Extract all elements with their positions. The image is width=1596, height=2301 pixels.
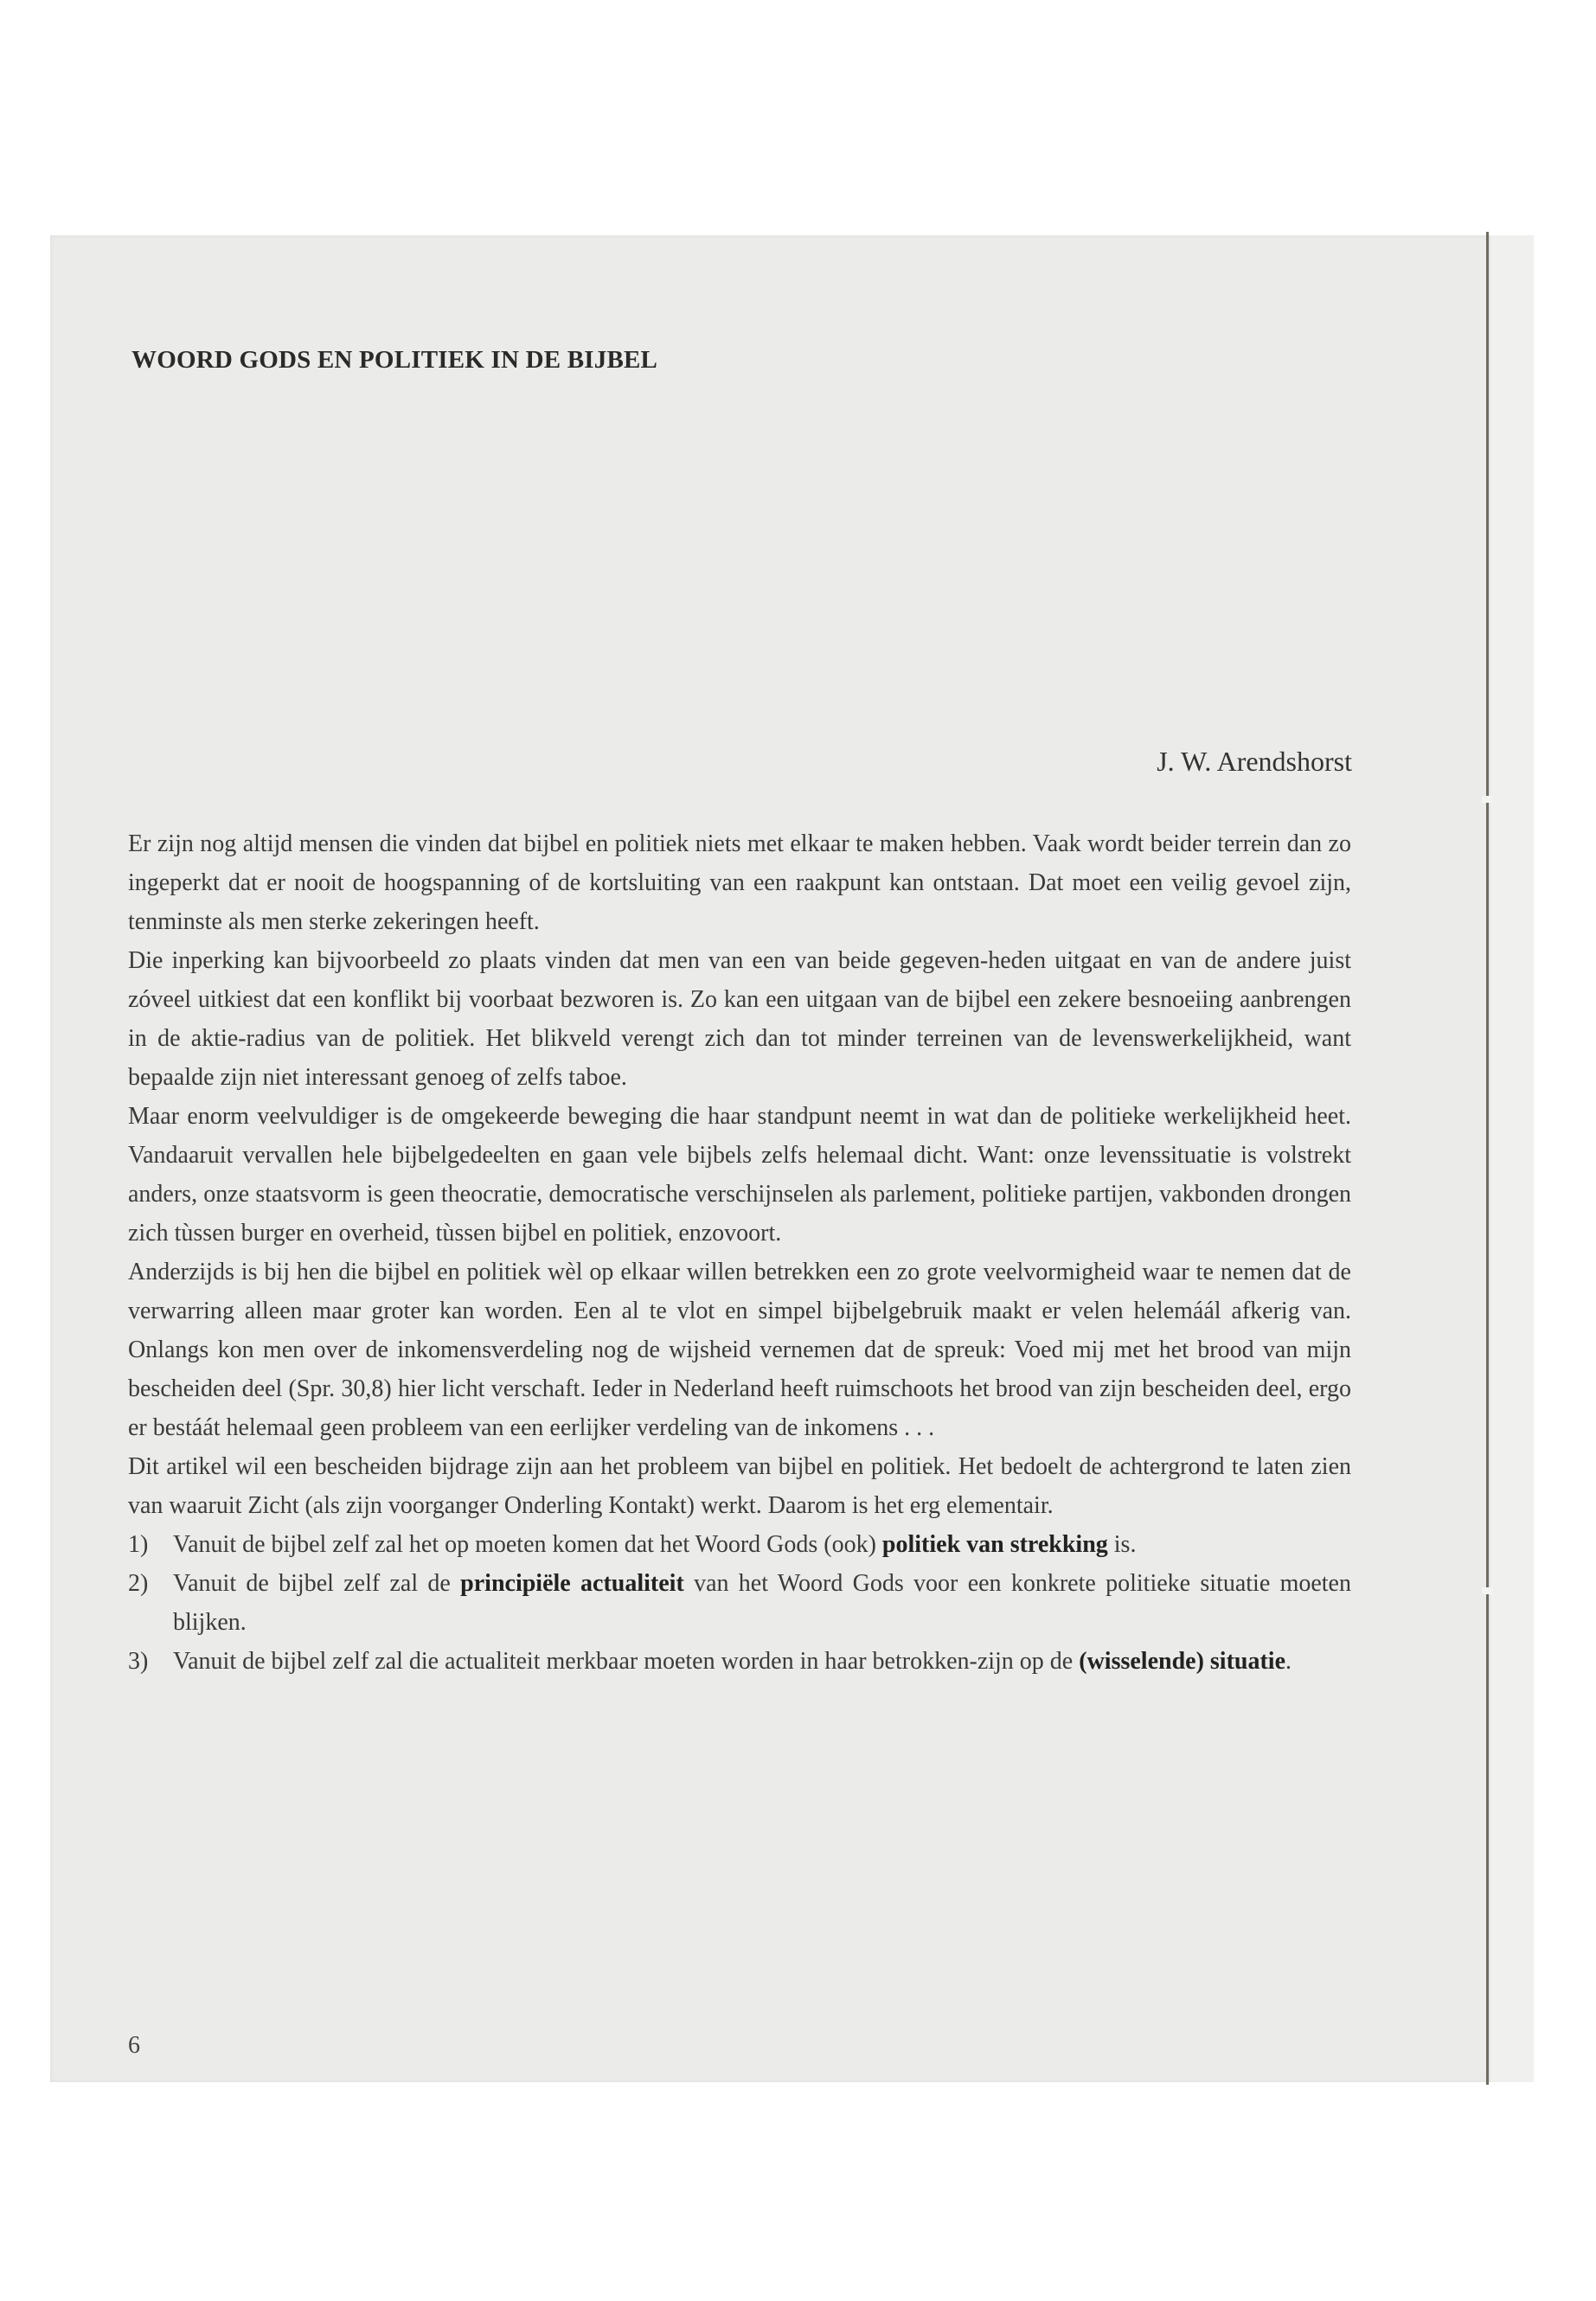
list-item bbox=[128, 1642, 1351, 1681]
page-number: 6 bbox=[128, 2032, 140, 2059]
paragraph: Er zijn nog altijd mensen die vinden dat bijbel en politiek niets met elkaar te maken hebben. Vaak wordt beider terrein dan zo ingeperkt dat er nooit de hoogspanning of de kortsluiting van een raakpunt kan ontstaan. Dat moet een veilig gevoel zijn, tenminste als men sterke zekeringen heeft. bbox=[128, 830, 1351, 935]
list-item bbox=[128, 1525, 1351, 1564]
list-item-text: Vanuit de bijbel zelf zal de bbox=[173, 1570, 461, 1597]
article-author: J. W. Arendshorst bbox=[1157, 746, 1352, 777]
list-item-emphasis: principiële actualiteit bbox=[460, 1570, 684, 1597]
list-item-number: 3) bbox=[128, 1648, 149, 1675]
numbered-list bbox=[128, 1525, 1351, 1681]
list-item-text: Vanuit de bijbel zelf zal het op moeten komen dat het Woord Gods (ook) bbox=[173, 1531, 882, 1558]
list-item-text-end: van het Woord Gods voor een konkrete politieke situatie moeten blijken. bbox=[173, 1570, 1351, 1636]
list-item-text: Vanuit de bijbel zelf zal die actualiteit merkbaar moeten worden in haar betrokken-zijn op de bbox=[173, 1648, 1080, 1675]
list-item-emphasis: politiek van strekking bbox=[881, 1531, 1108, 1558]
list-item bbox=[128, 1564, 1351, 1642]
list-item-text-end: . bbox=[1285, 1648, 1292, 1675]
list-item-text-end: is. bbox=[1107, 1531, 1137, 1558]
next-page-strip bbox=[1486, 235, 1534, 2082]
paragraph: Maar enorm veelvuldiger is de omgekeerde beweging die haar standpunt neemt in wat dan de politieke werkelijkheid heet. Vandaaruit vervallen hele bijbelgedeelten en gaan vele bijbels zelfs helemaal dicht. Want: onze levenssituatie is volstrekt anders, onze staatsvorm is geen theocratie, democratische verschijnselen als parlement, politieke partijen, vakbonden drongen zich tùssen burger en overheid, tùssen bijbel en politiek, enzovoort. bbox=[128, 1103, 1351, 1247]
page-edge-notch bbox=[1482, 796, 1492, 803]
paragraph: Die inperking kan bijvoorbeeld zo plaats vinden dat men van een van beide gegeven-heden uitgaat en van de andere juist zóveel uitkiest dat een konflikt bij voorbaat bezworen is. Zo kan een uitgaan van de bijbel een zekere besnoeiing aanbrengen in de aktie-radius van de politiek. Het blikveld verengt zich dan tot minder terreinen van de levenswerkelijkheid, want bepaalde zijn niet interessant genoeg of zelfs taboe. bbox=[128, 947, 1351, 1091]
page-edge-notch bbox=[1482, 1587, 1492, 1594]
list-item-number: 1) bbox=[128, 1531, 149, 1558]
list-item-number: 2) bbox=[128, 1570, 149, 1597]
page-fold-edge bbox=[1486, 232, 1489, 2085]
article-body bbox=[128, 824, 1351, 1681]
paragraph: Anderzijds is bij hen die bijbel en politiek wèl op elkaar willen betrekken een zo grote veelvormigheid waar te nemen dat de verwarring alleen maar groter kan worden. Een al te vlot en simpel bijbelgebruik maakt er velen helemáál afkerig van. Onlangs kon men over de inkomensverdeling nog de wijsheid vernemen dat de spreuk: Voed mij met het brood van mijn bescheiden deel (Spr. 30,8) hier licht verschaft. Ieder in Nederland heeft ruimschoots het brood van zijn bescheiden deel, ergo er bestáát helemaal geen probleem van een eerlijker verdeling van de inkomens . . . bbox=[128, 1259, 1351, 1441]
article-title: WOORD GODS EN POLITIEK IN DE BIJBEL bbox=[131, 346, 658, 374]
paragraph: Dit artikel wil een bescheiden bijdrage zijn aan het probleem van bijbel en politiek. Het bedoelt de achtergrond te laten zien van waaruit Zicht (als zijn voorganger Onderling Kontakt) werkt. Daarom is het erg elementair. bbox=[128, 1453, 1351, 1519]
list-item-emphasis: (wisselende) situatie bbox=[1079, 1648, 1286, 1675]
